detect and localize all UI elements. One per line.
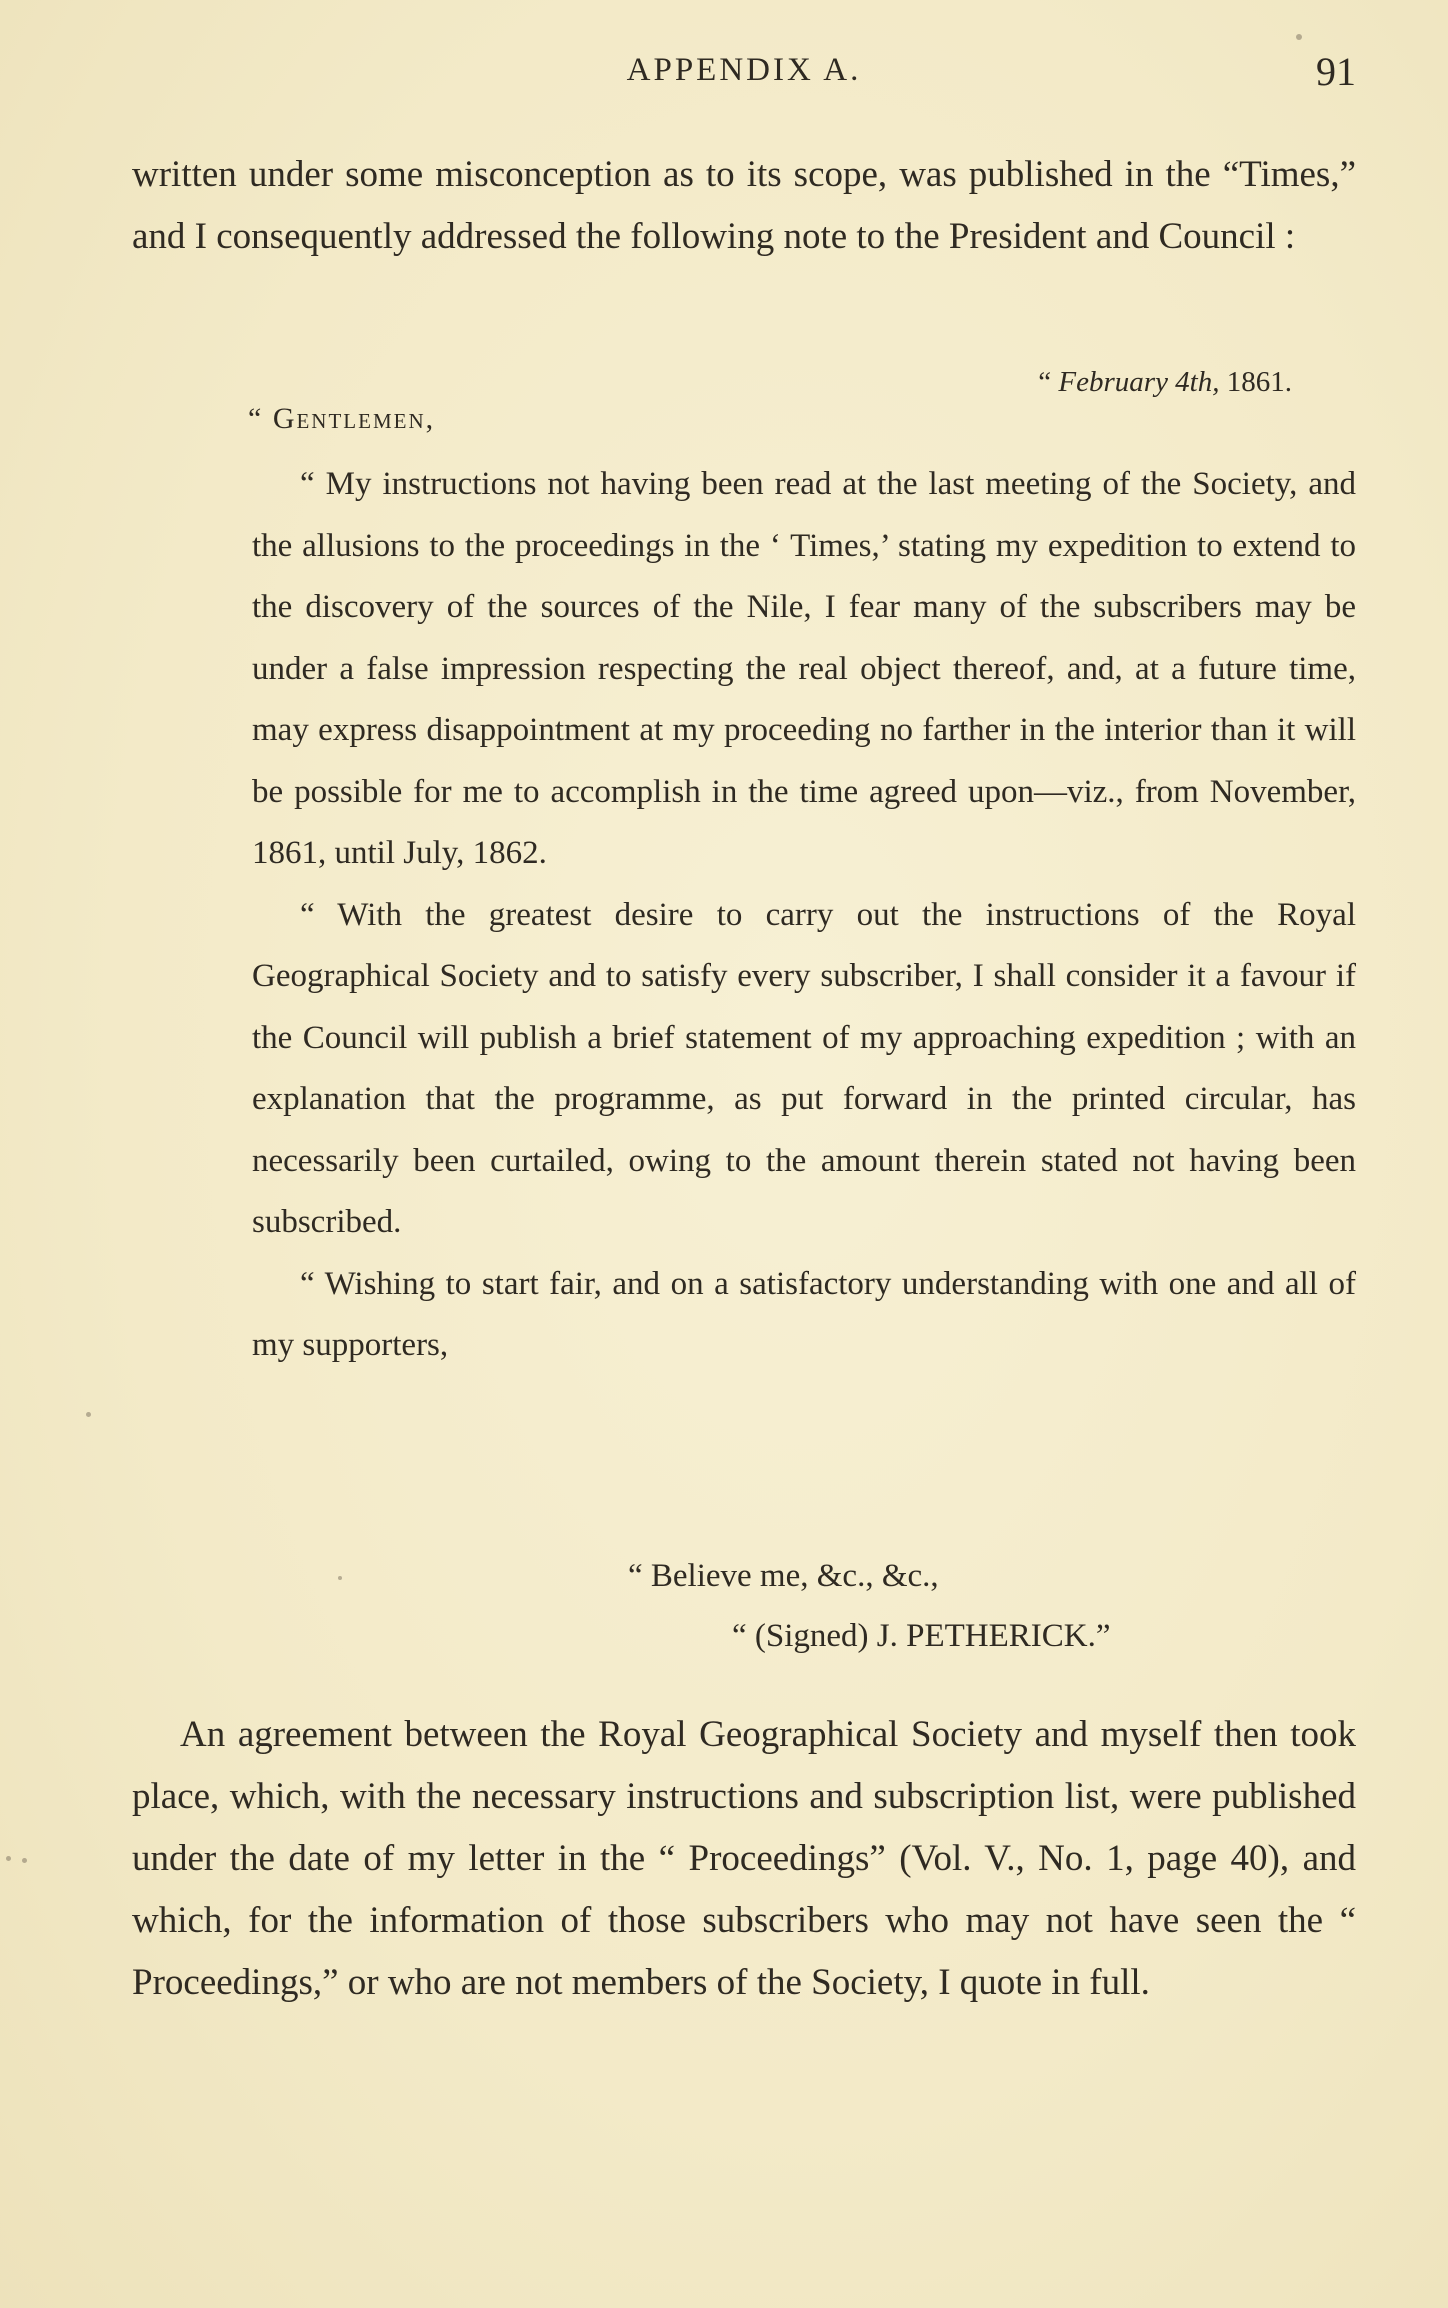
letter-paragraph-1: “ My instructions not having been read at the last meeting of the Society, and the allusions to the proceedings in the ‘ Times,’ stating my expedition to extend to the discovery of the sources of the Nile, I fear many of the subscribers may be under a false impression respecting the real object thereof, and, at a future time, may express disappointment at my proceeding no farther in the interior than it will be possible for me to accomplish in the time agreed upon—viz., from November, 1861, until July, 1862.: [252, 466, 1356, 871]
foxing-spot: [22, 1858, 27, 1863]
foxing-spot: [1296, 34, 1302, 40]
page-number: 91: [1316, 49, 1356, 94]
letter-date-month: February 4th,: [1058, 366, 1220, 398]
letter-paragraph-2: “ With the greatest desire to carry out the instructions of the Royal Geographical Society and to satisfy every subscriber, I shall consider it a favour if the Council will publish a brief statement of my approaching expedition ; with an explanation that the programme, as put forward in the printed circular, has necessarily been curtailed, owing to the amount therein stated not having been subscribed.: [252, 896, 1356, 1240]
opening-paragraph: written under some misconception as to its scope, was published in the “Times,” and I consequently addressed the following note to the President and Council :: [132, 154, 1356, 257]
foxing-spot: [86, 1412, 91, 1417]
running-head: APPENDIX A.: [626, 52, 862, 88]
page-header: [132, 48, 1356, 100]
foxing-spot: [338, 1576, 342, 1580]
letter-salutation: “ Gentlemen,: [248, 402, 436, 435]
letter-paragraph-3: “ Wishing to start fair, and on a satisfactory understanding with one and all of my supporters,: [252, 1265, 1356, 1363]
letter-date-year: 1861.: [1226, 366, 1292, 398]
opening-paragraph-block: [132, 144, 1356, 268]
foxing-spot: [6, 1856, 11, 1861]
letter-valediction: “ Believe me, &c., &c.,: [628, 1558, 939, 1594]
letter-body: [252, 454, 1356, 1377]
letter-date: “ February 4th, 1861.: [1038, 366, 1292, 398]
closing-paragraph: An agreement between the Royal Geographical Society and myself then took place, which, with the necessary instructions and subscription list, were published under the date of my letter in the “ Proceedings” (Vol. V., No. 1, page 40), and which, for the information of those subscribers who may not have seen the “ Proceedings,” or who are not members of the Society, I quote in full.: [132, 1714, 1356, 2003]
letter-signature: “ (Signed) J. PETHERICK.”: [732, 1618, 1111, 1654]
closing-paragraph-block: [132, 1704, 1356, 2014]
